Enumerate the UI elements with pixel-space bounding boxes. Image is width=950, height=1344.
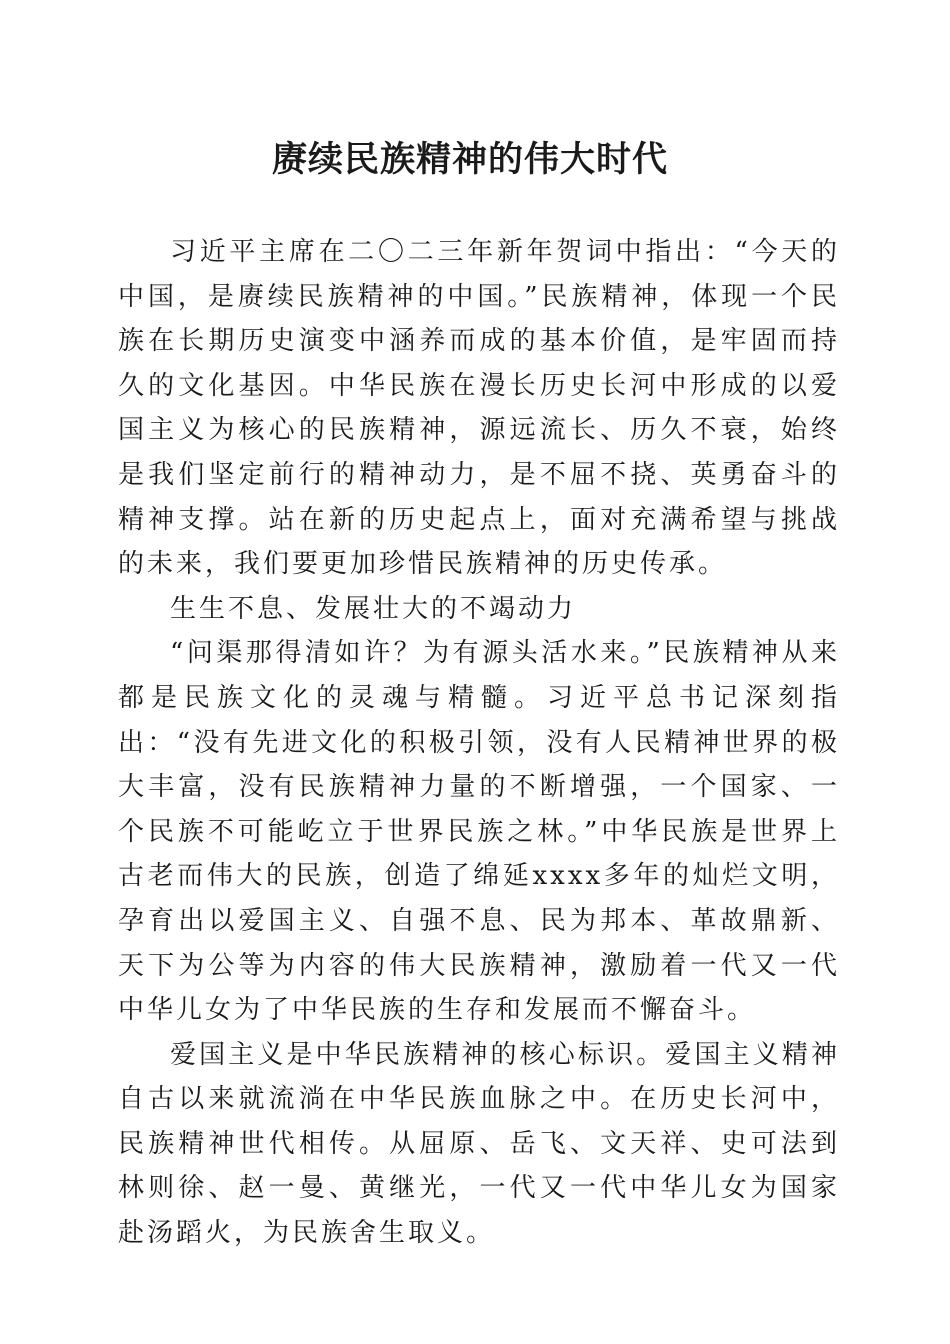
section-heading: 生生不息、发展壮大的不竭动力 bbox=[170, 593, 577, 624]
document-title: 赓续民族精神的伟大时代 bbox=[271, 139, 668, 180]
paragraph-patriotism: 爱国主义是中华民族精神的核心标识。爱国主义精神自古以来就流淌在中华民族血脉之中。在历史长河中，民族精神世代相传。从屈原、岳飞、文天祥、史可法到林则徐、赵一曼、黄继光，一代又一代中华儿女为国家赴汤蹈火，为民族舍生取义。 bbox=[118, 1039, 840, 1249]
document-body bbox=[118, 230, 840, 1256]
paragraph-intro: 习近平主席在二〇二三年新年贺词中指出：“今天的中国，是赓续民族精神的中国。”民族精神，体现一个民族在长期历史演变中涵养而成的基本价值，是牢固而持久的文化基因。中华民族在漫长历史长河中形成的以爱国主义为核心的民族精神，源远流长、历久不衰，始终是我们坚定前行的精神动力，是不屈不挠、英勇奋斗的精神支撑。站在新的历史起点上，面对充满希望与挑战的未来，我们要更加珍惜民族精神的历史传承。 bbox=[118, 237, 840, 580]
paragraph-culture: “问渠那得清如许？为有源头活水来。”民族精神从来都是民族文化的灵魂与精髓。习近平总书记深刻指出：“没有先进文化的积极引领，没有人民精神世界的极大丰富，没有民族精神力量的不断增强，一个国家、一个民族不可能屹立于世界民族之林。”中华民族是世界上古老而伟大的民族，创造了绵延xxxx多年的灿烂文明，孕育出以爱国主义、自强不息、民为邦本、革故鼎新、天下为公等为内容的伟大民族精神，激励着一代又一代中华儿女为了中华民族的生存和发展而不懈奋斗。 bbox=[118, 638, 840, 1026]
